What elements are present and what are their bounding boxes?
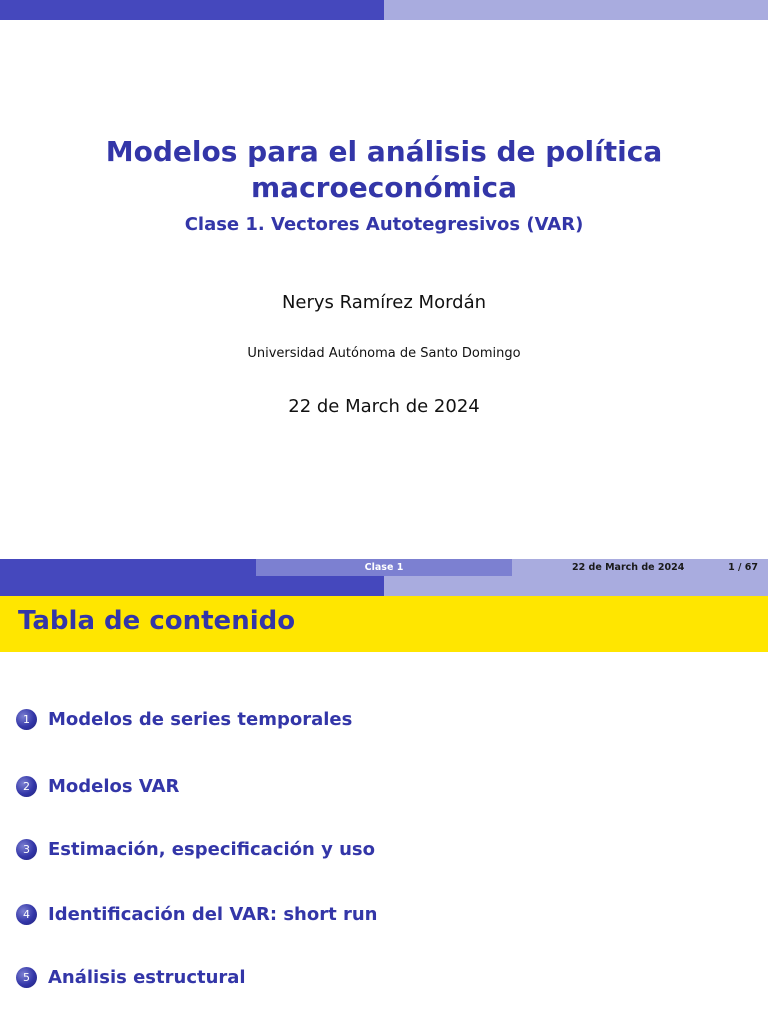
frame-title-bar — [0, 596, 768, 652]
toc-number-ball: 4 — [16, 904, 37, 925]
toc-item[interactable] — [16, 967, 246, 988]
title-line-2: macroeconómica — [251, 171, 517, 204]
top-bar-left-segment — [0, 576, 384, 596]
footer-date: 22 de March de 2024 — [572, 562, 685, 573]
toc-number-ball: 3 — [16, 839, 37, 860]
toc-item-label: Modelos de series temporales — [48, 709, 353, 730]
toc-item-label: Identificación del VAR: short run — [48, 904, 378, 925]
top-bar-right-segment — [384, 0, 768, 20]
toc-number-ball: 5 — [16, 967, 37, 988]
title-line-1: Modelos para el análisis de política — [105, 135, 663, 168]
footer-right-segment — [512, 559, 768, 576]
toc-number-ball: 1 — [16, 709, 37, 730]
toc-slide — [0, 576, 768, 1024]
toc-number-ball: 2 — [16, 776, 37, 797]
top-bar-right-segment — [384, 576, 768, 596]
slide-footer — [0, 559, 768, 576]
toc-item-label: Estimación, especificación y uso — [48, 839, 376, 860]
presentation-subtitle: Clase 1. Vectores Autotegresivos (VAR) — [184, 214, 584, 235]
top-bar-left-segment — [0, 0, 384, 20]
presentation-title — [0, 134, 768, 206]
institute-name: Universidad Autónoma de Santo Domingo — [247, 346, 521, 361]
top-navigation-bar — [0, 576, 768, 596]
toc-item[interactable] — [16, 776, 179, 797]
footer-page-number: 1 / 67 — [728, 562, 758, 573]
toc-item[interactable] — [16, 709, 352, 730]
frame-title: Tabla de contenido — [18, 606, 296, 636]
toc-item[interactable] — [16, 904, 377, 925]
toc-item[interactable] — [16, 839, 375, 860]
footer-left-segment — [0, 559, 256, 576]
footer-short-title: Clase 1 — [256, 559, 512, 576]
top-navigation-bar — [0, 0, 768, 20]
author-name: Nerys Ramírez Mordán — [281, 292, 487, 313]
presentation-date: 22 de March de 2024 — [288, 396, 480, 417]
toc-item-label: Modelos VAR — [48, 776, 180, 797]
toc-item-label: Análisis estructural — [48, 967, 246, 988]
